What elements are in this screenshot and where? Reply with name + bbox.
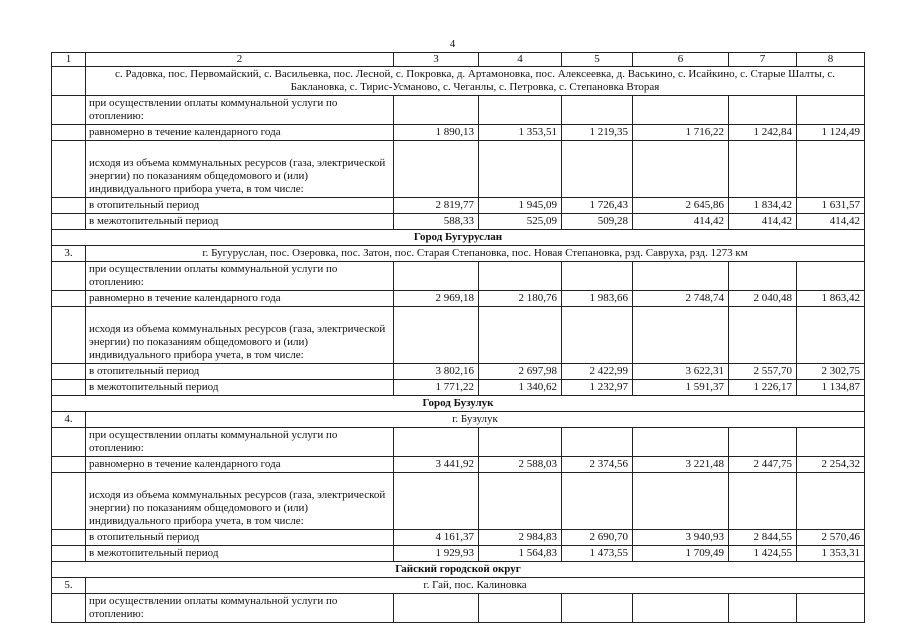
empty-index-cell bbox=[52, 96, 86, 125]
row-index: 4. bbox=[52, 412, 86, 428]
tariff-row bbox=[52, 214, 865, 230]
tariff-value bbox=[479, 141, 562, 198]
tariff-label: исходя из объема коммунальных ресурсов (газа, электрической энергии) по показаниям общедомового и (или) индивидуального прибора учета, в том числе: bbox=[86, 141, 394, 198]
municipality-heading-row bbox=[52, 396, 865, 412]
tariff-value: 1 424,55 bbox=[729, 546, 797, 562]
tariff-value: 4 161,37 bbox=[394, 530, 479, 546]
tariff-value: 1 564,83 bbox=[479, 546, 562, 562]
tariff-value: 1 890,13 bbox=[394, 125, 479, 141]
tariff-value bbox=[479, 96, 562, 125]
tariff-value bbox=[479, 594, 562, 623]
tariff-label: при осуществлении оплаты коммунальной услуги по отоплению: bbox=[86, 262, 394, 291]
empty-index-cell bbox=[52, 530, 86, 546]
empty-index-cell bbox=[52, 364, 86, 380]
column-number-header: 5 bbox=[562, 53, 633, 67]
tariff-value: 2 697,98 bbox=[479, 364, 562, 380]
column-number-header: 6 bbox=[633, 53, 729, 67]
tariff-value: 1 709,49 bbox=[633, 546, 729, 562]
tariff-label: равномерно в течение календарного года bbox=[86, 457, 394, 473]
column-number-row bbox=[52, 53, 865, 67]
tariff-value: 3 622,31 bbox=[633, 364, 729, 380]
tariff-value bbox=[562, 594, 633, 623]
tariff-label: исходя из объема коммунальных ресурсов (газа, электрической энергии) по показаниям общедомового и (или) индивидуального прибора учета, в том числе: bbox=[86, 473, 394, 530]
tariff-value bbox=[479, 262, 562, 291]
tariff-value: 2 422,99 bbox=[562, 364, 633, 380]
municipality-heading-row bbox=[52, 562, 865, 578]
tariff-value bbox=[633, 473, 729, 530]
tariff-value bbox=[729, 141, 797, 198]
tariff-value bbox=[394, 473, 479, 530]
tariff-value bbox=[729, 262, 797, 291]
tariff-table bbox=[51, 52, 865, 623]
tariff-row bbox=[52, 380, 865, 396]
tariff-value bbox=[633, 262, 729, 291]
tariff-row bbox=[52, 364, 865, 380]
column-number-header: 4 bbox=[479, 53, 562, 67]
tariff-value: 1 834,42 bbox=[729, 198, 797, 214]
tariff-row bbox=[52, 546, 865, 562]
tariff-value: 3 221,48 bbox=[633, 457, 729, 473]
tariff-value bbox=[562, 262, 633, 291]
tariff-value: 525,09 bbox=[479, 214, 562, 230]
tariff-row bbox=[52, 457, 865, 473]
tariff-value bbox=[562, 473, 633, 530]
tariff-value bbox=[479, 428, 562, 457]
empty-index-cell bbox=[52, 141, 86, 198]
tariff-value bbox=[797, 307, 865, 364]
column-number-header: 1 bbox=[52, 53, 86, 67]
tariff-label: равномерно в течение календарного года bbox=[86, 125, 394, 141]
locality-row bbox=[52, 246, 865, 262]
tariff-value: 1 124,49 bbox=[797, 125, 865, 141]
tariff-value: 2 645,86 bbox=[633, 198, 729, 214]
empty-index-cell bbox=[52, 473, 86, 530]
tariff-value bbox=[797, 594, 865, 623]
municipality-heading: Город Бузулук bbox=[52, 396, 865, 412]
tariff-value bbox=[797, 428, 865, 457]
tariff-value: 1 945,09 bbox=[479, 198, 562, 214]
locality-row bbox=[52, 67, 865, 96]
tariff-value bbox=[633, 307, 729, 364]
tariff-value bbox=[479, 473, 562, 530]
tariff-row bbox=[52, 307, 865, 364]
tariff-value: 1 219,35 bbox=[562, 125, 633, 141]
row-index: 5. bbox=[52, 578, 86, 594]
tariff-row bbox=[52, 291, 865, 307]
row-index bbox=[52, 67, 86, 96]
tariff-value bbox=[562, 96, 633, 125]
tariff-value bbox=[394, 141, 479, 198]
tariff-value: 1 771,22 bbox=[394, 380, 479, 396]
locality-list: г. Бузулук bbox=[86, 412, 865, 428]
tariff-value bbox=[797, 473, 865, 530]
tariff-value: 2 748,74 bbox=[633, 291, 729, 307]
tariff-value: 1 134,87 bbox=[797, 380, 865, 396]
municipality-heading: Город Бугуруслан bbox=[52, 230, 865, 246]
row-index: 3. bbox=[52, 246, 86, 262]
tariff-value bbox=[729, 473, 797, 530]
tariff-row bbox=[52, 262, 865, 291]
tariff-row bbox=[52, 125, 865, 141]
locality-list: г. Бугуруслан, пос. Озеровка, пос. Затон, пос. Старая Степановка, пос. Новая Степановка, рзд. Савруха, рзд. 1273 км bbox=[86, 246, 865, 262]
column-number-header: 7 bbox=[729, 53, 797, 67]
tariff-label: равномерно в течение календарного года bbox=[86, 291, 394, 307]
tariff-value: 1 242,84 bbox=[729, 125, 797, 141]
locality-list: г. Гай, пос. Калиновка bbox=[86, 578, 865, 594]
locality-list: с. Радовка, пос. Первомайский, с. Васильевка, пос. Лесной, с. Покровка, д. Артамоновка, пос. Алексеевка, д. Васькино, с. Исайкино, с. Старые Шалты, с. Баклановка, с. Тирис-Усманово, с. Чеганлы, с. Петровка, с. Степановка Вторая bbox=[86, 67, 865, 96]
tariff-value: 2 570,46 bbox=[797, 530, 865, 546]
tariff-label: в отопительный период bbox=[86, 364, 394, 380]
tariff-value: 2 447,75 bbox=[729, 457, 797, 473]
tariff-value bbox=[394, 307, 479, 364]
tariff-label: при осуществлении оплаты коммунальной услуги по отоплению: bbox=[86, 594, 394, 623]
tariff-value: 2 180,76 bbox=[479, 291, 562, 307]
tariff-value bbox=[562, 428, 633, 457]
tariff-value bbox=[729, 428, 797, 457]
tariff-value: 1 631,57 bbox=[797, 198, 865, 214]
tariff-value bbox=[633, 594, 729, 623]
tariff-value: 2 254,32 bbox=[797, 457, 865, 473]
empty-index-cell bbox=[52, 428, 86, 457]
tariff-value: 414,42 bbox=[633, 214, 729, 230]
tariff-value: 509,28 bbox=[562, 214, 633, 230]
tariff-row bbox=[52, 473, 865, 530]
tariff-value: 588,33 bbox=[394, 214, 479, 230]
locality-row bbox=[52, 578, 865, 594]
tariff-value bbox=[479, 307, 562, 364]
tariff-value: 1 983,66 bbox=[562, 291, 633, 307]
tariff-value: 1 340,62 bbox=[479, 380, 562, 396]
tariff-label: в межотопительный период bbox=[86, 546, 394, 562]
tariff-value bbox=[562, 141, 633, 198]
tariff-value bbox=[797, 262, 865, 291]
tariff-value: 3 802,16 bbox=[394, 364, 479, 380]
tariff-row bbox=[52, 96, 865, 125]
tariff-value bbox=[797, 96, 865, 125]
tariff-row bbox=[52, 594, 865, 623]
empty-index-cell bbox=[52, 262, 86, 291]
tariff-value bbox=[562, 307, 633, 364]
tariff-value: 1 232,97 bbox=[562, 380, 633, 396]
empty-index-cell bbox=[52, 380, 86, 396]
tariff-value bbox=[729, 307, 797, 364]
tariff-value: 3 940,93 bbox=[633, 530, 729, 546]
tariff-value bbox=[633, 141, 729, 198]
tariff-value: 2 374,56 bbox=[562, 457, 633, 473]
tariff-label: в межотопительный период bbox=[86, 214, 394, 230]
empty-index-cell bbox=[52, 125, 86, 141]
tariff-value: 2 040,48 bbox=[729, 291, 797, 307]
tariff-value: 2 690,70 bbox=[562, 530, 633, 546]
tariff-label: исходя из объема коммунальных ресурсов (газа, электрической энергии) по показаниям общедомового и (или) индивидуального прибора учета, в том числе: bbox=[86, 307, 394, 364]
tariff-value: 2 588,03 bbox=[479, 457, 562, 473]
tariff-value: 2 302,75 bbox=[797, 364, 865, 380]
tariff-value: 1 226,17 bbox=[729, 380, 797, 396]
tariff-value: 1 863,42 bbox=[797, 291, 865, 307]
tariff-value bbox=[633, 96, 729, 125]
tariff-value: 1 353,51 bbox=[479, 125, 562, 141]
tariff-label: в межотопительный период bbox=[86, 380, 394, 396]
tariff-value: 1 353,31 bbox=[797, 546, 865, 562]
tariff-value: 1 473,55 bbox=[562, 546, 633, 562]
empty-index-cell bbox=[52, 214, 86, 230]
tariff-value bbox=[394, 428, 479, 457]
tariff-row bbox=[52, 198, 865, 214]
column-number-header: 3 bbox=[394, 53, 479, 67]
tariff-value: 3 441,92 bbox=[394, 457, 479, 473]
empty-index-cell bbox=[52, 594, 86, 623]
tariff-label: при осуществлении оплаты коммунальной услуги по отоплению: bbox=[86, 428, 394, 457]
column-number-header: 2 bbox=[86, 53, 394, 67]
column-number-header: 8 bbox=[797, 53, 865, 67]
tariff-value: 2 819,77 bbox=[394, 198, 479, 214]
tariff-value: 2 969,18 bbox=[394, 291, 479, 307]
tariff-value: 1 929,93 bbox=[394, 546, 479, 562]
tariff-label: в отопительный период bbox=[86, 198, 394, 214]
tariff-value: 1 716,22 bbox=[633, 125, 729, 141]
empty-index-cell bbox=[52, 307, 86, 364]
tariff-value: 2 557,70 bbox=[729, 364, 797, 380]
tariff-value bbox=[394, 594, 479, 623]
tariff-value: 414,42 bbox=[729, 214, 797, 230]
tariff-value: 1 726,43 bbox=[562, 198, 633, 214]
empty-index-cell bbox=[52, 546, 86, 562]
locality-row bbox=[52, 412, 865, 428]
municipality-heading: Гайский городской округ bbox=[52, 562, 865, 578]
tariff-value: 414,42 bbox=[797, 214, 865, 230]
tariff-value bbox=[729, 96, 797, 125]
tariff-value bbox=[394, 96, 479, 125]
tariff-label: в отопительный период bbox=[86, 530, 394, 546]
municipality-heading-row bbox=[52, 230, 865, 246]
tariff-value: 1 591,37 bbox=[633, 380, 729, 396]
tariff-row bbox=[52, 530, 865, 546]
tariff-row bbox=[52, 428, 865, 457]
tariff-value: 2 984,83 bbox=[479, 530, 562, 546]
tariff-value bbox=[633, 428, 729, 457]
tariff-value bbox=[729, 594, 797, 623]
tariff-value bbox=[797, 141, 865, 198]
tariff-row bbox=[52, 141, 865, 198]
page-number: 4 bbox=[449, 38, 456, 50]
empty-index-cell bbox=[52, 457, 86, 473]
tariff-value bbox=[394, 262, 479, 291]
empty-index-cell bbox=[52, 198, 86, 214]
tariff-label: при осуществлении оплаты коммунальной услуги по отоплению: bbox=[86, 96, 394, 125]
tariff-value: 2 844,55 bbox=[729, 530, 797, 546]
empty-index-cell bbox=[52, 291, 86, 307]
